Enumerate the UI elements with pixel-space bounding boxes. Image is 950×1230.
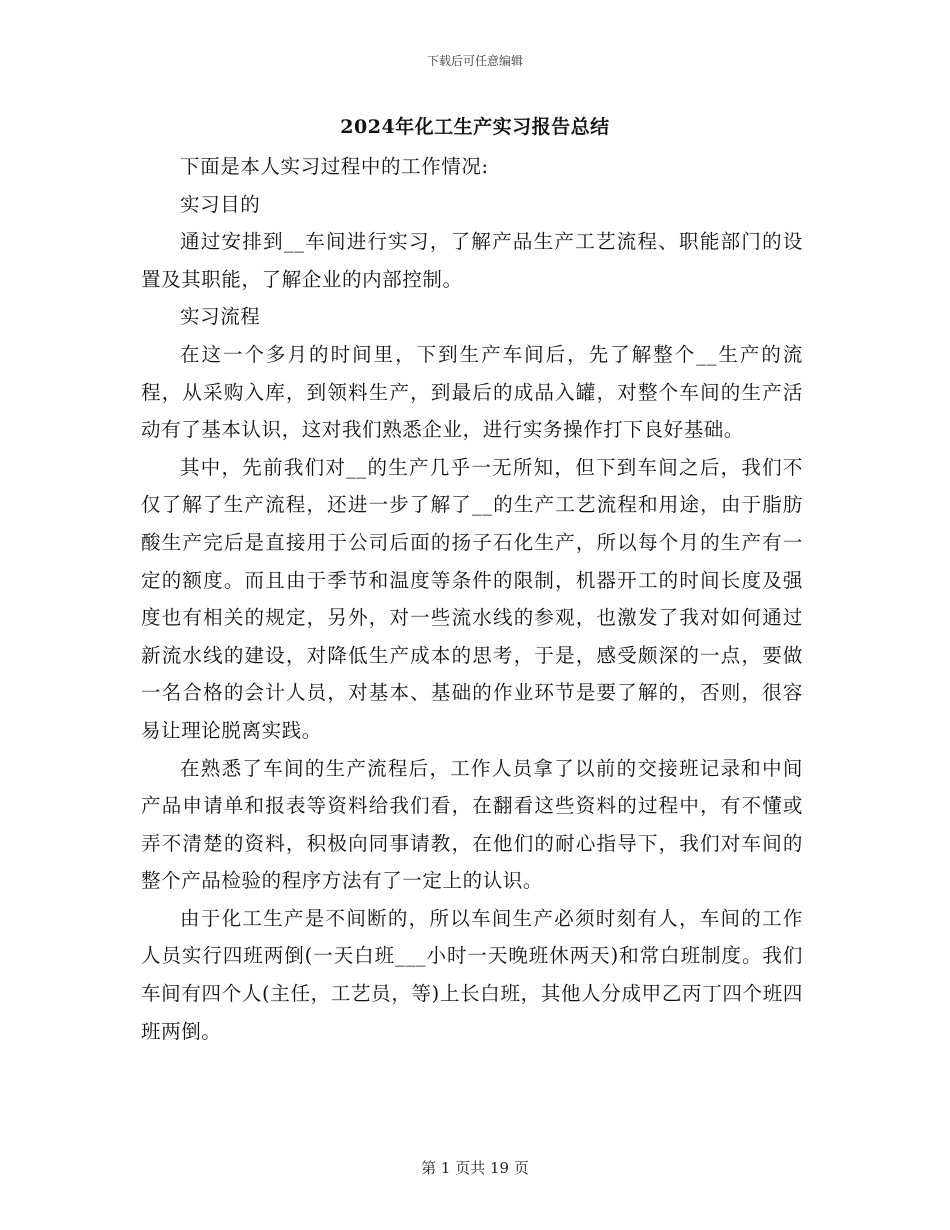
section-heading-purpose: 实习目的 bbox=[180, 192, 261, 216]
document-title: 2024年化工生产实习报告总结 bbox=[340, 116, 610, 138]
paragraph-process-details: 其中，先前我们对__的生产几乎一无所知，但下到车间之后，我们不仅了解了生产流程，还进一步了解了__的生产工艺流程和用途，由于脂肪酸生产完后是直接用于公司后面的扬子石化生产，所以每个月的生产有一定的额度。而且由于季节和温度等条件的限制，机器开工的时间长度及强度也有相关的规定，另外，对一些流水线的参观，也激发了我对如何通过新流水线的建设，对降低生产成本的思考，于是，感受颇深的一点，要做一名合格的会计人员，对基本、基础的作业环节是要了解的，否则，很容易让理论脱离实践。 bbox=[141, 455, 803, 742]
paragraph-process-overview: 在这一个多月的时间里，下到生产车间后，先了解整个__生产的流程，从采购入库，到领料生产，到最后的成品入罐，对整个车间的生产活动有了基本认识，这对我们熟悉企业，进行实务操作打下良好基础。 bbox=[141, 342, 803, 442]
paragraph-shifts: 由于化工生产是不间断的，所以车间生产必须时刻有人，车间的工作人员实行四班两倒(一天白班___小时一天晚班休两天)和常白班制度。我们车间有四个人(主任，工艺员，等)上长白班，其他人分成甲乙丙丁四个班四班两倒。 bbox=[141, 906, 803, 1043]
page-header-note: 下载后可任意编辑 bbox=[426, 54, 523, 68]
page-footer-number: 第 1 页共 19 页 bbox=[421, 1159, 529, 1177]
paragraph-records: 在熟悉了车间的生产流程后，工作人员拿了以前的交接班记录和中间产品申请单和报表等资料给我们看，在翻看这些资料的过程中，有不懂或弄不清楚的资料，积极向同事请教，在他们的耐心指导下，我们对车间的整个产品检验的程序方法有了一定上的认识。 bbox=[141, 756, 803, 893]
section-heading-process: 实习流程 bbox=[180, 305, 261, 329]
paragraph-purpose: 通过安排到__车间进行实习，了解产品生产工艺流程、职能部门的设置及其职能，了解企业的内部控制。 bbox=[141, 230, 803, 291]
paragraph-intro: 下面是本人实习过程中的工作情况: bbox=[180, 155, 489, 178]
document-body bbox=[141, 148, 803, 1050]
